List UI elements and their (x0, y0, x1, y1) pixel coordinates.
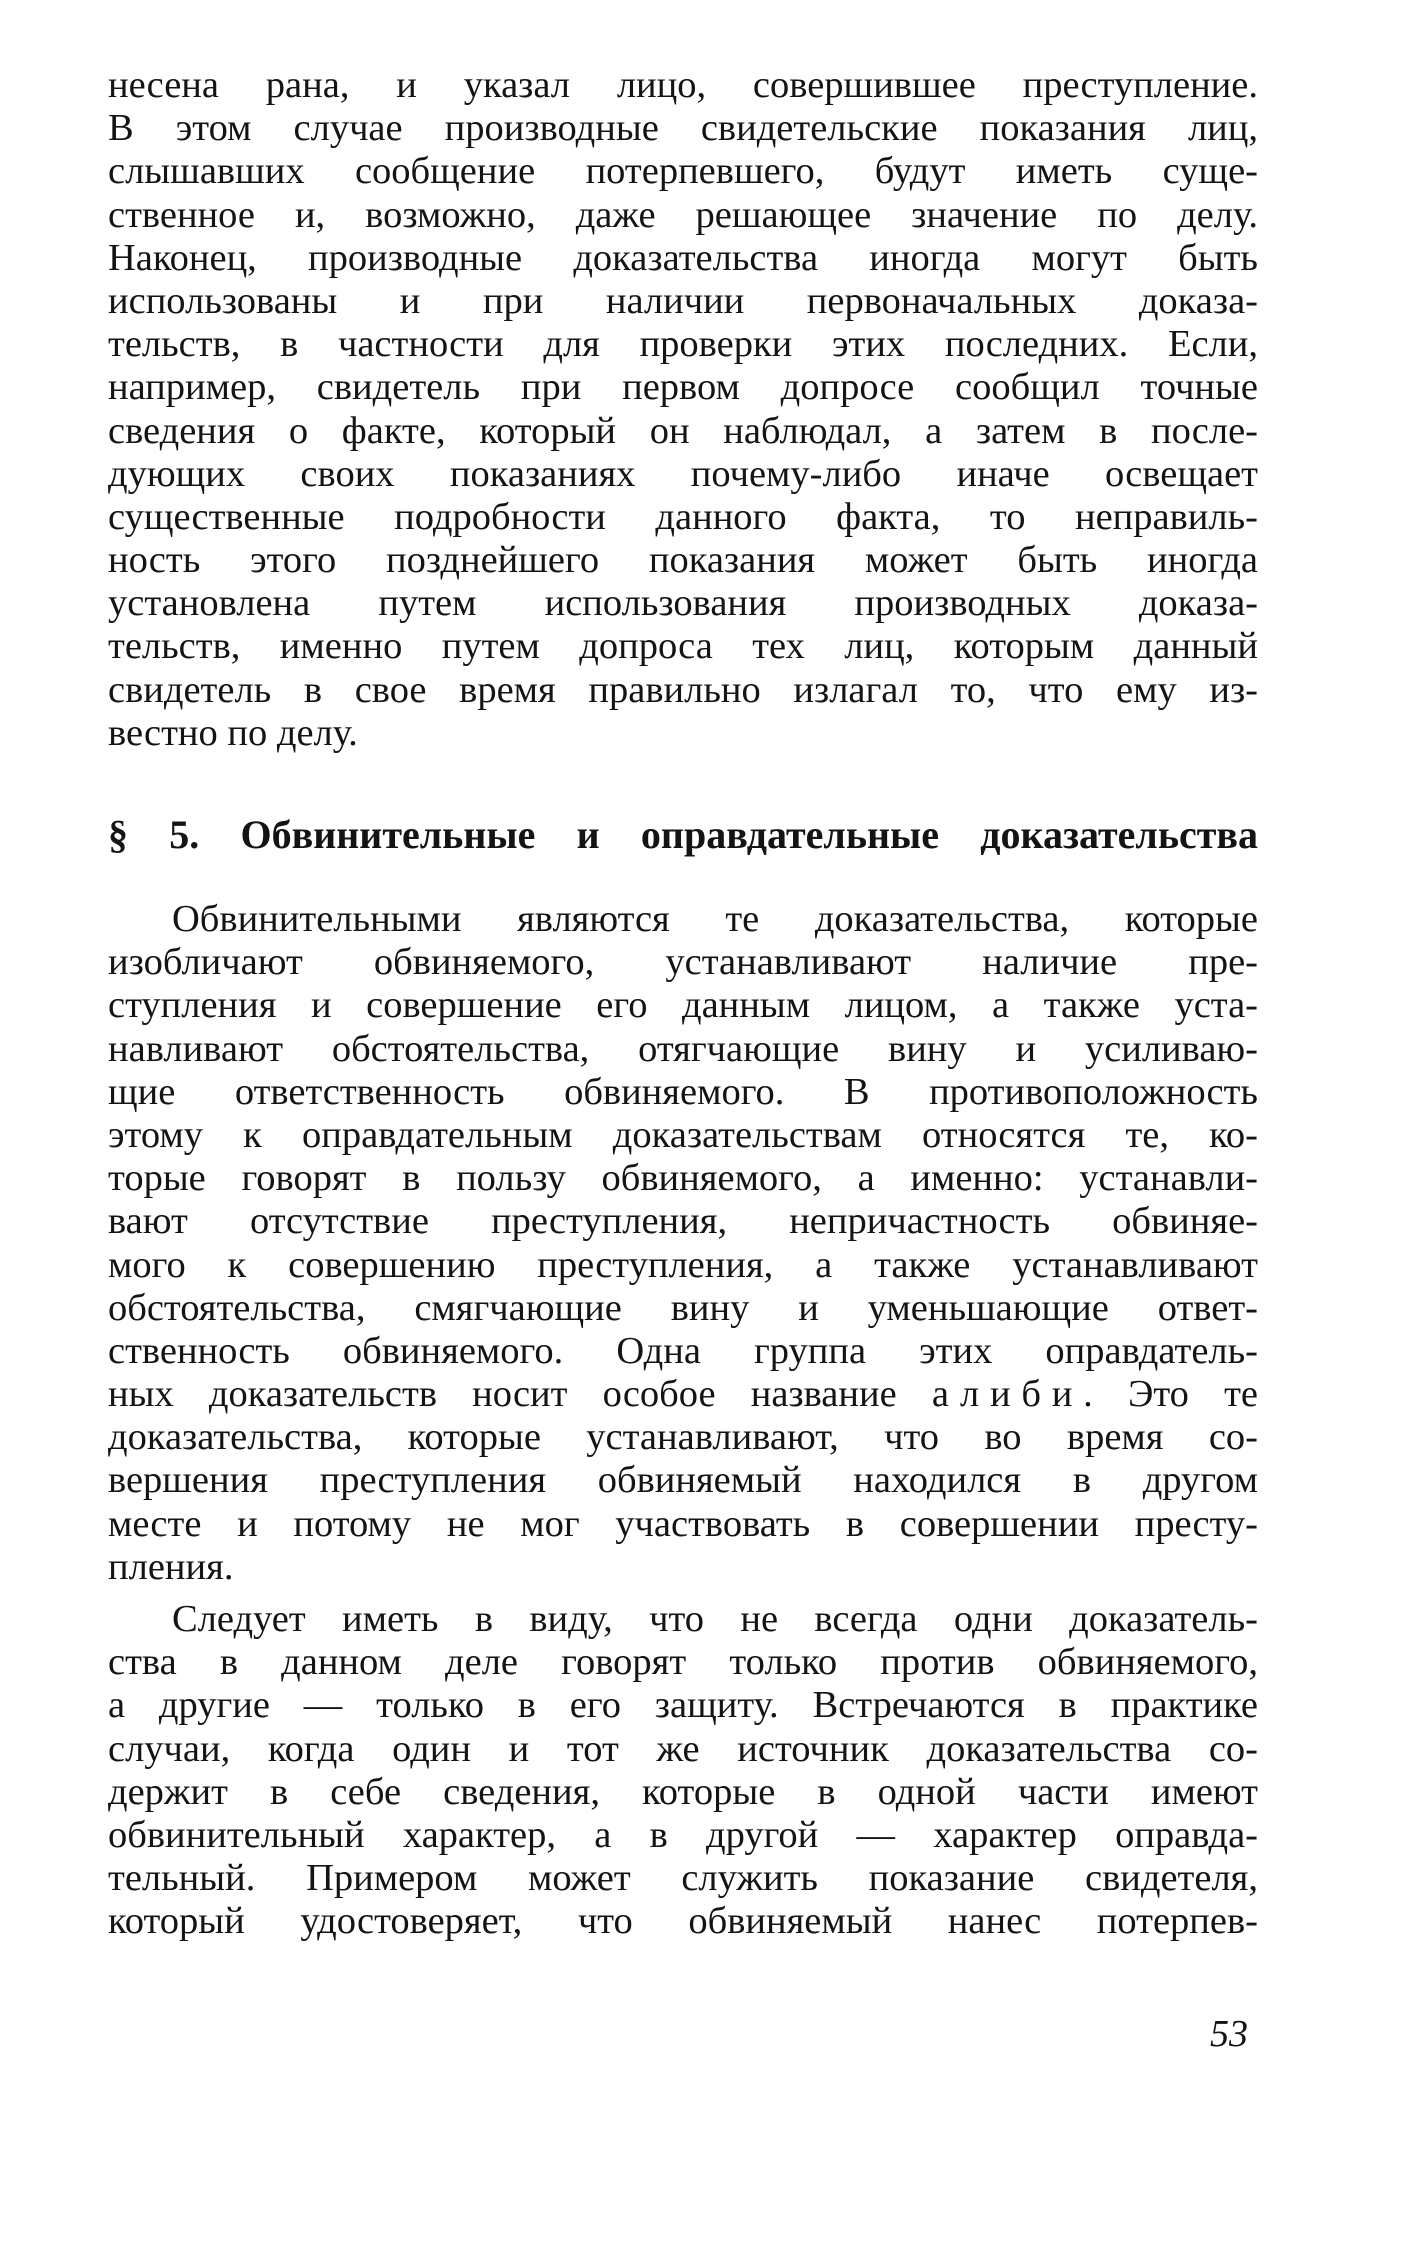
alibi-term: алиби (931, 1373, 1084, 1416)
text-line: ступления и совершение его данным лицом, а также уста- (108, 984, 1258, 1027)
text-line: Обвинительными являются те доказательства, которые (172, 898, 1258, 940)
text-line: щие ответственность обвиняемого. В противоположность (108, 1070, 1258, 1113)
alibi-line-start: ных доказательств носит особое название (108, 1373, 932, 1416)
text-line: Наконец, производные доказательства иногда могут быть (108, 236, 1258, 279)
alibi-line-end: . Это те (1083, 1373, 1258, 1416)
section-heading: § 5. Обвинительные и оправдательные доказательства (108, 812, 1258, 857)
text-line-alibi (108, 1373, 1258, 1416)
text-line: тельств, в частности для проверки этих последних. Если, (108, 323, 1258, 366)
text-line: использованы и при наличии первоначальных доказа- (108, 279, 1258, 322)
text-line: этому к оправдательным доказательствам относятся те, ко- (108, 1113, 1258, 1156)
text-line: доказательства, которые устанавливают, что во время со- (108, 1416, 1258, 1459)
text-line: ственность обвиняемого. Одна группа этих оправдатель- (108, 1329, 1258, 1372)
text-line: держит в себе сведения, которые в одной части имеют (108, 1770, 1258, 1813)
text-line: вают отсутствие преступления, непричастность обвиняе- (108, 1200, 1258, 1243)
text-line: тельств, именно путем допроса тех лиц, которым данный (108, 625, 1258, 668)
text-line: обстоятельства, смягчающие вину и уменьшающие ответ- (108, 1286, 1258, 1329)
paragraph-mixed-evidence (108, 1598, 1258, 1944)
text-line: установлена путем использования производных доказа- (108, 582, 1258, 625)
text-line: слышавших сообщение потерпевшего, будут иметь суще- (108, 150, 1258, 193)
text-line: дующих своих показаниях почему-либо иначе освещает (108, 452, 1258, 495)
book-page (108, 64, 1258, 1944)
text-line: месте и потому не мог участвовать в совершении престу- (108, 1502, 1258, 1545)
text-line: сведения о факте, который он наблюдал, а затем в после- (108, 409, 1258, 452)
text-line: торые говорят в пользу обвиняемого, а именно: устанавли- (108, 1157, 1258, 1200)
paragraph-continuation (108, 64, 1258, 755)
text-line: В этом случае производные свидетельские показания лиц, (108, 107, 1258, 150)
text-line: а другие — только в его защиту. Встречаются в практике (108, 1684, 1258, 1727)
text-line: Следует иметь в виду, что не всегда одни доказатель- (172, 1598, 1258, 1640)
text-line: существенные подробности данного факта, то неправиль- (108, 495, 1258, 538)
text-line: изобличают обвиняемого, устанавливают наличие пре- (108, 941, 1258, 984)
text-line: вестно по делу. (108, 711, 358, 754)
text-line: который удостоверяет, что обвиняемый нанес потерпев- (108, 1900, 1258, 1943)
text-line: мого к совершению преступления, а также устанавливают (108, 1243, 1258, 1286)
text-line: навливают обстоятельства, отягчающие вину и усиливаю- (108, 1027, 1258, 1070)
text-line: несена рана, и указал лицо, совершившее преступление. (108, 64, 1258, 106)
text-line: ства в данном деле говорят только против обвиняемого, (108, 1641, 1258, 1684)
text-line: случаи, когда один и тот же источник доказательства со- (108, 1727, 1258, 1770)
text-line: вершения преступления обвиняемый находился в другом (108, 1459, 1258, 1502)
text-line: пления. (108, 1545, 234, 1588)
text-line: ственное и, возможно, даже решающее значение по делу. (108, 193, 1258, 236)
paragraph-accusatory-evidence (108, 898, 1258, 1589)
text-line: свидетель в свое время правильно излагал то, что ему из- (108, 668, 1258, 711)
text-line: например, свидетель при первом допросе сообщил точные (108, 366, 1258, 409)
text-line: тельный. Примером может служить показание свидетеля, (108, 1857, 1258, 1900)
page-number: 53 (1210, 2013, 1248, 2055)
text-line: обвинительный характер, а в другой — характер оправда- (108, 1813, 1258, 1856)
text-line: ность этого позднейшего показания может быть иногда (108, 539, 1258, 582)
